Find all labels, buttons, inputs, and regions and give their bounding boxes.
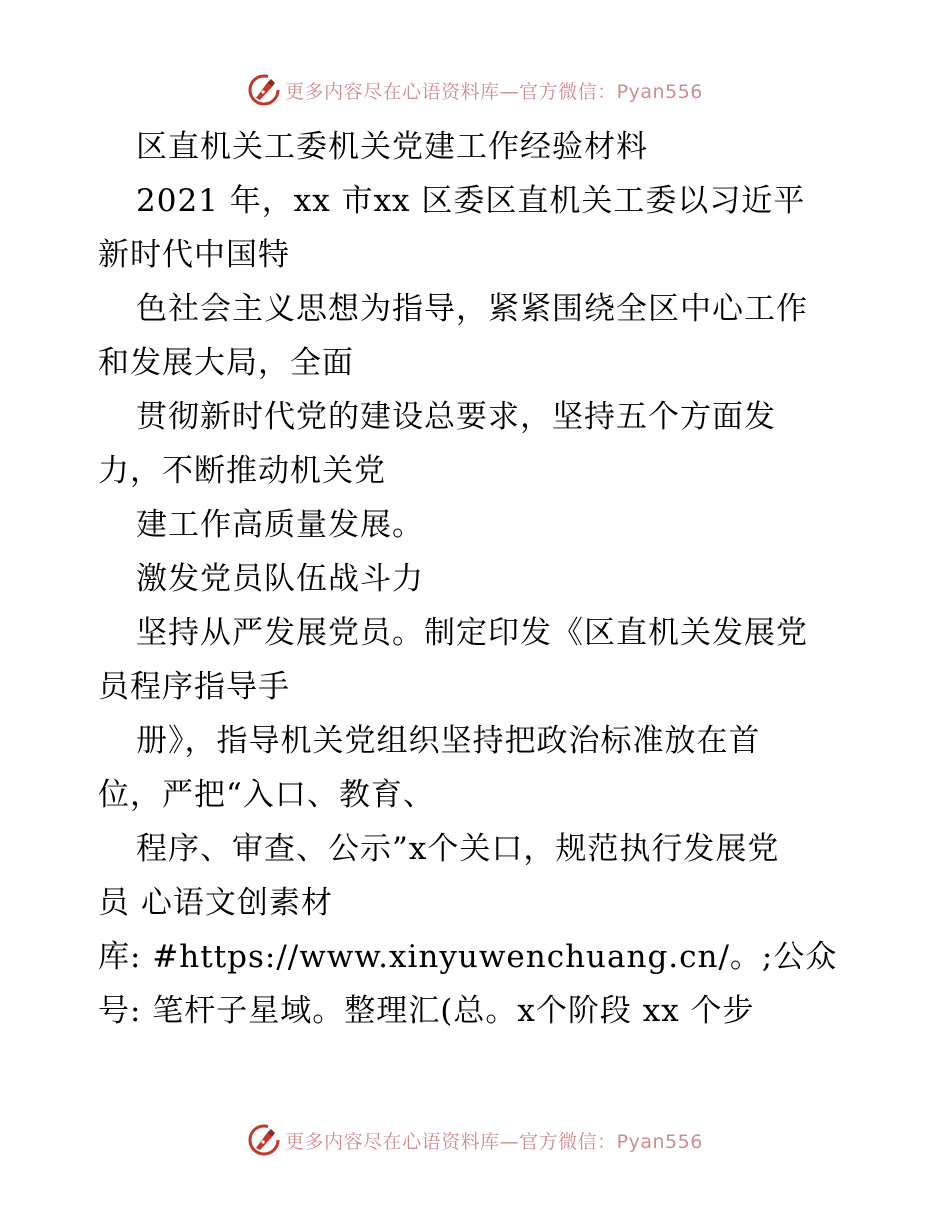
pen-nib-logo-icon xyxy=(247,1123,281,1157)
text-line: 号: 笔杆子星域。整理汇(总。x个阶段 xx 个步 xyxy=(98,993,755,1029)
text-line: 库: #https://www.xinyuwenchuang.cn/。;公众 xyxy=(98,939,838,975)
text-line: 2021 年，xx 市xx 区委区直机关工委以习近平 xyxy=(136,183,806,219)
text-line: 位，严把“入口、教育、 xyxy=(98,777,435,813)
text-line: 程序、审查、公示”x个关口，规范执行发展党 xyxy=(136,831,780,867)
watermark-footer xyxy=(0,1120,950,1160)
watermark-wechat-id: Pyan556 xyxy=(616,1130,703,1153)
text-line: 册》，指导机关党组织坚持把政治标准放在首 xyxy=(136,723,761,759)
text-line: 力，不断推动机关党 xyxy=(98,453,386,489)
watermark-wechat-id: Pyan556 xyxy=(616,80,703,103)
text-line: 坚持从严发展党员。制定印发《区直机关发展党 xyxy=(136,615,808,651)
text-line: 区直机关工委机关党建工作经验材料 xyxy=(136,129,648,165)
watermark-header xyxy=(0,70,950,110)
text-line: 建工作高质量发展。 xyxy=(136,507,424,543)
text-line: 新时代中国特 xyxy=(98,237,290,273)
pen-nib-logo-icon xyxy=(247,73,281,107)
document-body xyxy=(98,120,858,1038)
text-line: 激发党员队伍战斗力 xyxy=(136,561,424,597)
text-line: 和发展大局，全面 xyxy=(98,345,354,381)
text-line: 员程序指导手 xyxy=(98,669,290,705)
text-line: 色社会主义思想为指导，紧紧围绕全区中心工作 xyxy=(136,291,808,327)
watermark-text: 更多内容尽在心语资料库—官方微信：Pyan556 xyxy=(285,1130,703,1153)
watermark-text: 更多内容尽在心语资料库—官方微信：Pyan556 xyxy=(285,80,703,103)
text-line: 贯彻新时代党的建设总要求，坚持五个方面发 xyxy=(136,399,776,435)
text-line: 员 心语文创素材 xyxy=(98,885,333,921)
